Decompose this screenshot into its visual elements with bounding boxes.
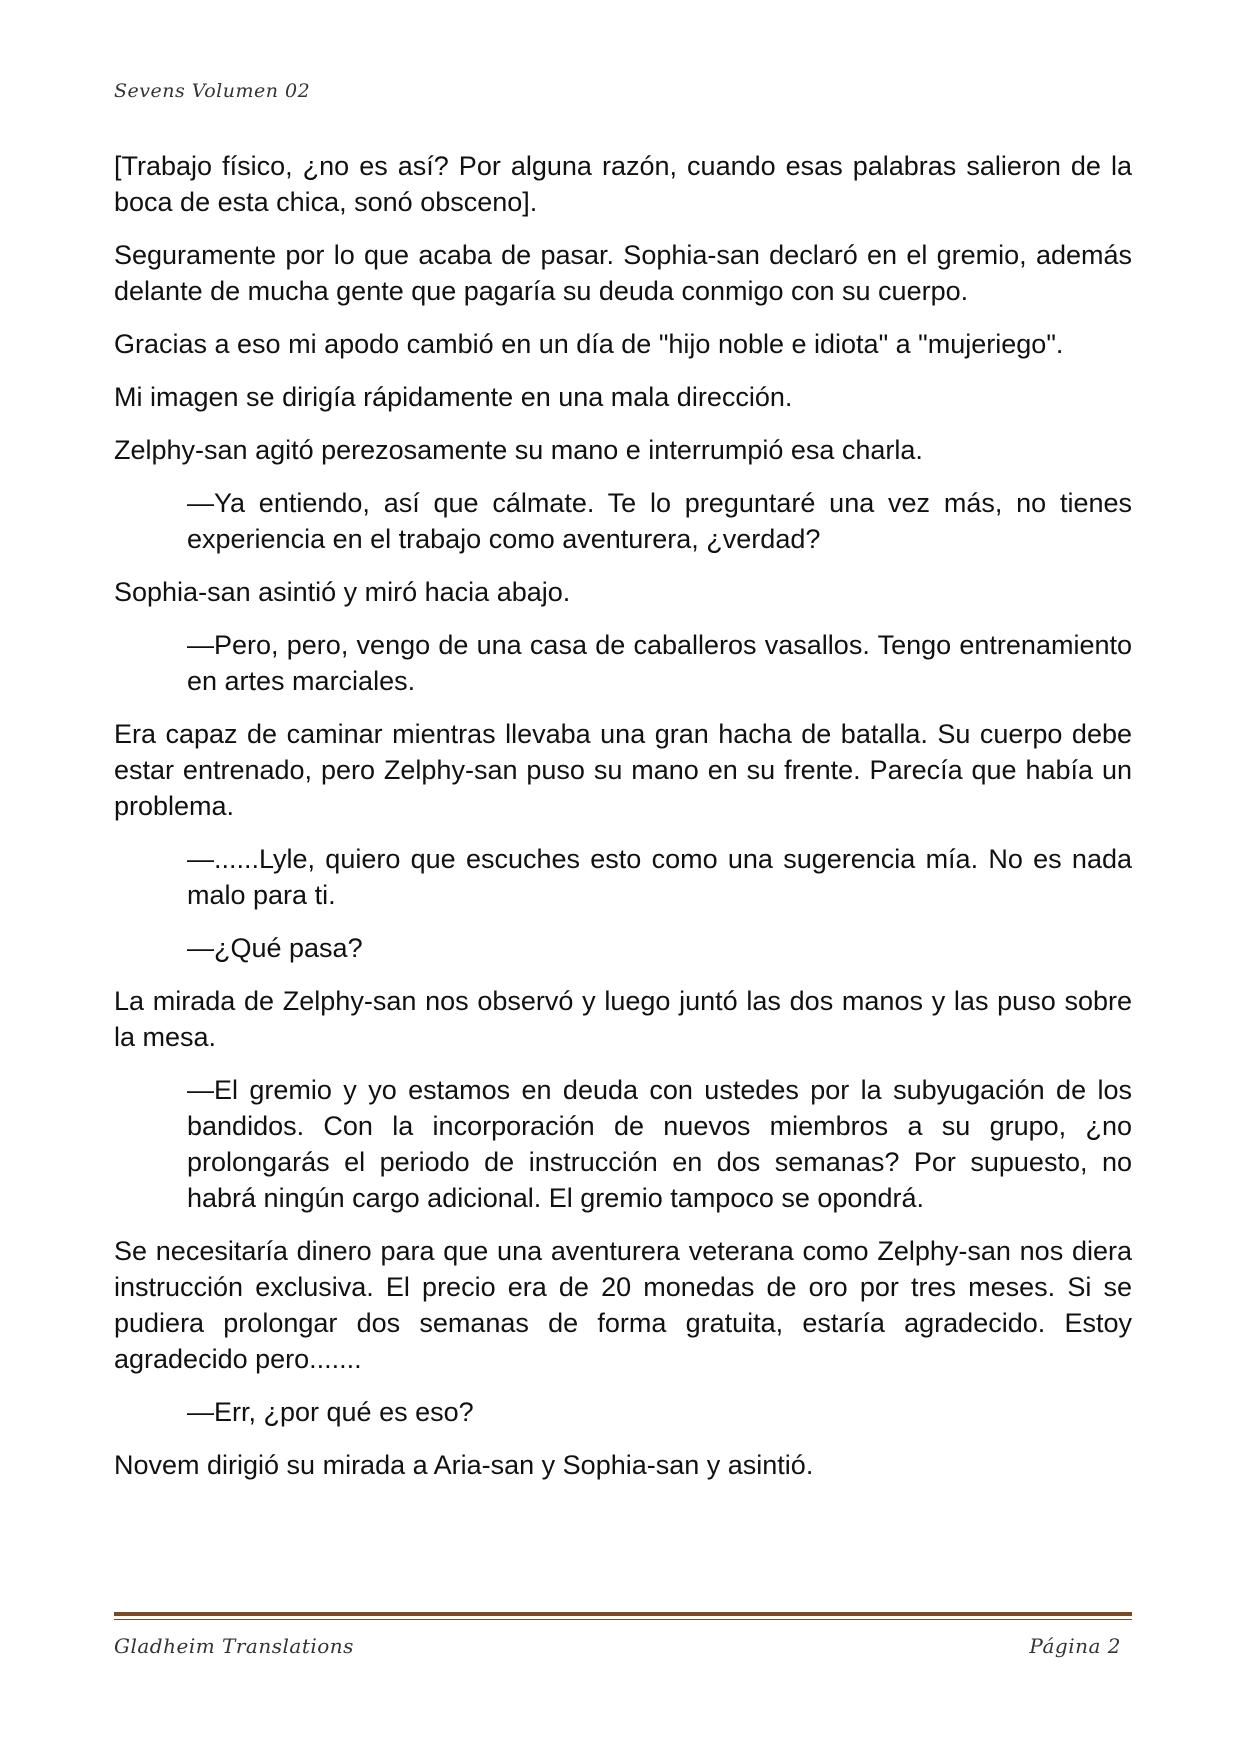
dialogue-paragraph: —El gremio y yo estamos en deuda con ustedes por la subyugación de los bandidos. Con la incorporación de nuevos miembros a su grupo, ¿no prolongarás el periodo de instrucción en dos semanas? Por supuesto, no habrá ningún cargo adicional. El gremio tampoco se opondrá. [187,1075,1132,1213]
paragraph: Sophia-san asintió y miró hacia abajo. [114,577,571,607]
dialogue-paragraph: —......Lyle, quiero que escuches esto como una sugerencia mía. No es nada malo para ti. [187,844,1132,910]
paragraph: Seguramente por lo que acaba de pasar. Sophia-san declaró en el gremio, además delante de mucha gente que pagaría su deuda conmigo con su cuerpo. [114,240,1132,306]
paragraph: Gracias a eso mi apodo cambió en un día de "hijo noble e idiota" a "mujeriego". [114,329,1064,359]
page-header: Sevens Volumen 02 [114,80,311,102]
dialogue-paragraph: —Ya entiendo, así que cálmate. Te lo preguntaré una vez más, no tienes experiencia en el trabajo como aventurera, ¿verdad? [187,488,1132,554]
paragraph: La mirada de Zelphy-san nos observó y luego juntó las dos manos y las puso sobre la mesa. [114,986,1132,1052]
paragraph: Era capaz de caminar mientras llevaba una gran hacha de batalla. Su cuerpo debe estar entrenado, pero Zelphy-san puso su mano en su frente. Parecía que había un problema. [114,719,1132,821]
paragraph: Se necesitaría dinero para que una aventurera veterana como Zelphy-san nos diera instrucción exclusiva. El precio era de 20 monedas de oro por tres meses. Si se pudiera prolongar dos semanas de forma gratuita, estaría agradecido. Estoy agradecido pero....... [114,1236,1132,1374]
paragraph: Novem dirigió su mirada a Aria-san y Sophia-san y asintió. [114,1450,814,1480]
dialogue-paragraph: —¿Qué pasa? [187,933,363,963]
body-text [114,148,1132,1500]
dialogue-paragraph: —Err, ¿por qué es eso? [187,1397,474,1427]
paragraph: Zelphy-san agitó perezosamente su mano e interrumpió esa charla. [114,435,923,465]
footer-divider [114,1612,1132,1620]
paragraph: [Trabajo físico, ¿no es así? Por alguna razón, cuando esas palabras salieron de la boca de esta chica, sonó obsceno]. [114,151,1132,217]
footer-credit: Gladheim Translations [114,1634,354,1658]
paragraph: Mi imagen se dirigía rápidamente en una mala dirección. [114,382,793,412]
dialogue-paragraph: —Pero, pero, vengo de una casa de caballeros vasallos. Tengo entrenamiento en artes marciales. [187,630,1132,696]
page-number: Página 2 [1029,1634,1121,1658]
